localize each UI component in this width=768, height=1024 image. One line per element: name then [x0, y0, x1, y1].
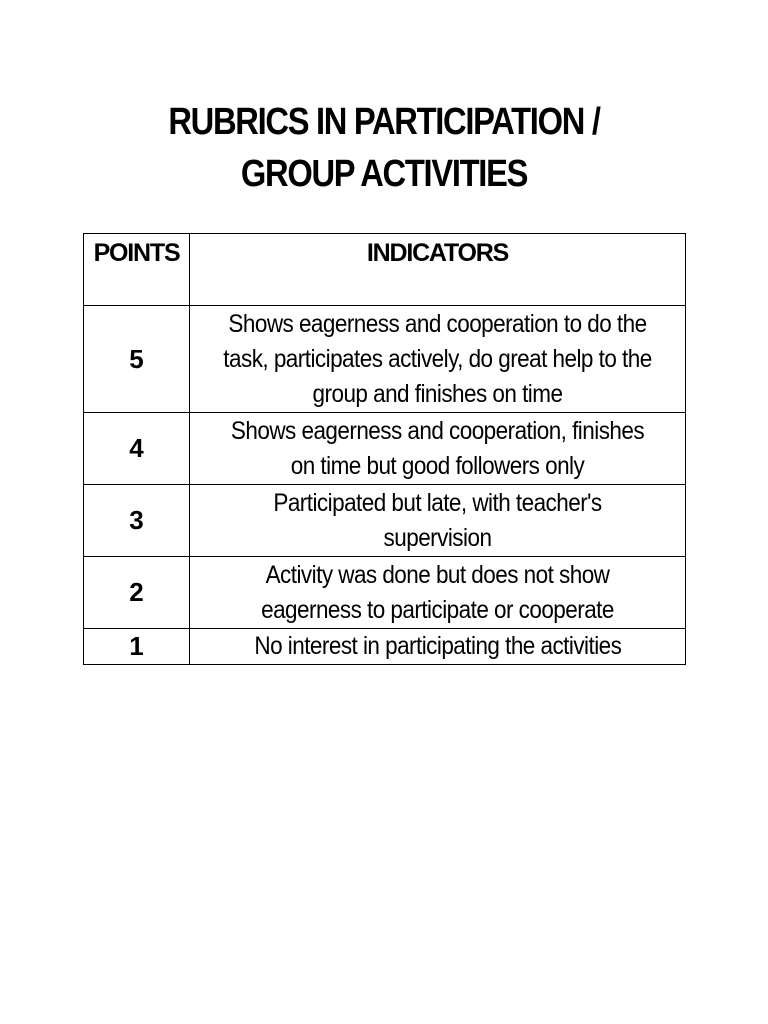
indicator-cell [190, 485, 686, 557]
rubric-table [83, 233, 686, 665]
indicators-column-header: INDICATORS [190, 234, 686, 306]
table-row [84, 557, 686, 629]
table-row [84, 413, 686, 485]
table-header-row [84, 234, 686, 306]
points-cell: 3 [84, 485, 190, 557]
points-cell: 2 [84, 557, 190, 629]
indicator-cell [190, 306, 686, 413]
indicator-text: Shows eagerness and cooperation, finishes on time but good followers only [230, 416, 645, 480]
points-cell: 5 [84, 306, 190, 413]
indicator-cell [190, 413, 686, 485]
points-column-header: POINTS [84, 234, 190, 306]
indicator-cell [190, 629, 686, 665]
table-row [84, 485, 686, 557]
table-row [84, 306, 686, 413]
points-cell: 1 [84, 629, 190, 665]
points-cell: 4 [84, 413, 190, 485]
page-title [54, 96, 714, 200]
table-row [84, 629, 686, 665]
page-title-line-2: GROUP ACTIVITIES [240, 153, 528, 195]
indicator-text: Shows eagerness and cooperation to do the task, participates actively, do great help to the group and finishes on time [223, 309, 652, 408]
indicator-text: No interest in participating the activities [254, 632, 621, 660]
indicator-text: Activity was done but does not show eagerness to participate or cooperate [261, 560, 614, 624]
page-title-line-1: RUBRICS IN PARTICIPATION / [168, 101, 600, 143]
indicator-cell [190, 557, 686, 629]
indicator-text: Participated but late, with teacher's supervision [273, 488, 602, 552]
